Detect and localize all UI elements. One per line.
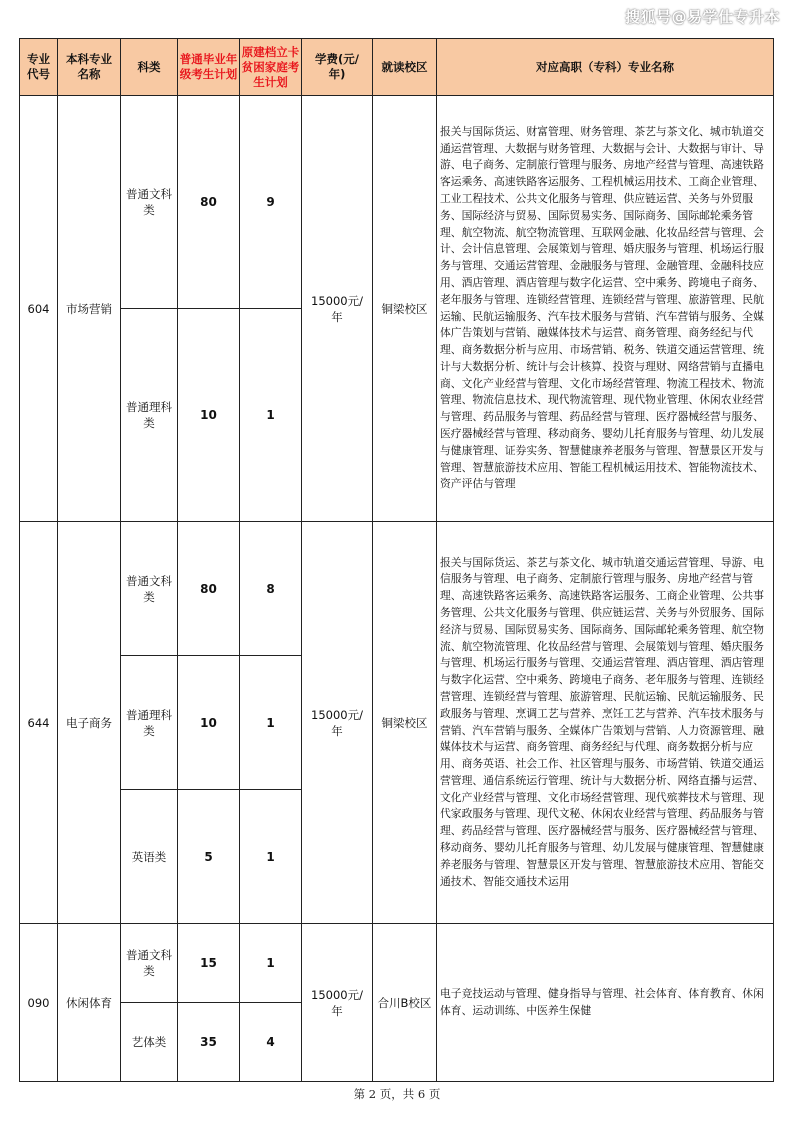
related-majors-cell: 报关与国际货运、财富管理、财务管理、茶艺与茶文化、城市轨道交通运营管理、大数据与财务管理、大数据与会计、大数据与审计、导游、电子商务、定制旅行管理与服务、房地产经营与管理、高速铁路客运乘务、高速铁路客运服务、工程机械运用技术、工商企业管理、工业工程技术、公共文化服务与管理、供应链运营、关务与外贸服务、国际经济与贸易、国际贸易实务、国际商务、国际邮轮乘务管理、航空物流、航空物流管理、互联网金融、化妆品经营与管理、会计、会计信息管理、会展策划与管理、婚庆服务与管理、机场运行服务与管理、交通运营管理、金融服务与管理、金融管理、金融科技应用、酒店管理、酒店管理与数字化运营、空中乘务、跨境电子商务、老年服务与管理、连锁经营管理、连锁经营与管理、旅游管理、民航运输、民航运输服务、汽车技术服务与营销、汽车营销与服务、全媒体广告策划与营销、融媒体技术与运营、商务管理、商务经纪与代理、商务数据分析与应用、市场营销、税务、铁道交通运营管理、统计与大数据分析、统计与会计核算、投资与理财、网络营销与直播电商、文化产业经营与管理、文化市场经营管理、物流工程技术、物流管理、物流信息技术、现代物流管理、现代物业管理、休闲农业经营与管理、药品服务与管理、药品经营与管理、医疗器械经营与服务、医疗器械经营与管理、移动商务、婴幼儿托育服务与管理、幼儿发展与健康管理、证券实务、智慧健康养老服务与管理、智慧景区开发与管理、智慧旅游技术应用、智能工程机械运用技术、智能物流技术、资产评估与管理: [437, 96, 774, 522]
header-plan-poor: 原建档立卡贫困家庭考生计划: [240, 39, 302, 96]
header-related: 对应高职（专科）专业名称: [437, 39, 774, 96]
table-row: [20, 96, 774, 309]
plan-poor-cell: 1: [240, 309, 302, 522]
category-cell: 普通文科类: [121, 924, 178, 1003]
plan-poor-cell: 8: [240, 522, 302, 656]
plan-regular-cell: 80: [178, 522, 240, 656]
plan-regular-cell: 35: [178, 1003, 240, 1082]
category-cell: 普通理科类: [121, 656, 178, 790]
plan-poor-cell: 4: [240, 1003, 302, 1082]
header-code: 专业代号: [20, 39, 58, 96]
major-name: 电子商务: [58, 522, 121, 924]
related-majors-cell: 电子竞技运动与管理、健身指导与管理、社会体育、体育教育、休闲体育、运动训练、中医养生保健: [437, 924, 774, 1082]
header-campus: 就读校区: [373, 39, 437, 96]
category-cell: 普通理科类: [121, 309, 178, 522]
page-footer: 第 2 页，共 6 页: [353, 1087, 441, 1101]
plan-poor-cell: 1: [240, 924, 302, 1003]
plan-regular-cell: 80: [178, 96, 240, 309]
category-cell: 普通文科类: [121, 522, 178, 656]
tuition-cell: 15000元/年: [302, 522, 373, 924]
tuition-cell: 15000元/年: [302, 924, 373, 1082]
major-name: 市场营销: [58, 96, 121, 522]
category-cell: 英语类: [121, 790, 178, 924]
campus-cell: 铜梁校区: [373, 522, 437, 924]
plan-poor-cell: 1: [240, 790, 302, 924]
major-code: 644: [20, 522, 58, 924]
header-category: 科类: [121, 39, 178, 96]
header-major: 本科专业名称: [58, 39, 121, 96]
header-plan-regular: 普通毕业年级考生计划: [178, 39, 240, 96]
tuition-cell: 15000元/年: [302, 96, 373, 522]
plan-regular-cell: 5: [178, 790, 240, 924]
category-cell: 艺体类: [121, 1003, 178, 1082]
table-row: [20, 522, 774, 656]
plan-regular-cell: 15: [178, 924, 240, 1003]
major-code: 090: [20, 924, 58, 1082]
watermark: 搜狐号@易学仕专升本: [624, 8, 780, 26]
related-majors-cell: 报关与国际货运、茶艺与茶文化、城市轨道交通运营管理、导游、电信服务与管理、电子商务、定制旅行管理与服务、房地产经营与管理、高速铁路客运乘务、高速铁路客运服务、工商企业管理、公共事务管理、公共文化服务与管理、供应链运营、关务与外贸服务、国际经济与贸易、国际贸易实务、国际商务、国际邮轮乘务管理、航空物流、航空物流管理、化妆品经营与管理、会展策划与管理、婚庆服务与管理、机场运行服务与管理、交通运营管理、酒店管理、酒店管理与数字化运营、空中乘务、跨境电子商务、老年服务与管理、连锁经营管理、连锁经营与管理、旅游管理、民航运输、民航运输服务、民政服务与管理、烹调工艺与营养、烹饪工艺与营养、汽车技术服务与营销、汽车营销与服务、全媒体广告策划与营销、人力资源管理、融媒体技术与运营、商务管理、商务经纪与代理、商务数据分析与应用、商务英语、社会工作、社区管理与服务、市场营销、铁道交通运营管理、通信系统运行管理、统计与大数据分析、网络直播与运营、文化产业经营与管理、文化市场经营管理、现代殡葬技术与管理、现代家政服务与管理、现代文秘、休闲农业经营与管理、药品服务与管理、药品经营与管理、医疗器械经营与服务、医疗器械经营与管理、移动商务、婴幼儿托育服务与管理、幼儿发展与健康管理、智慧健康养老服务与管理、智慧景区开发与管理、智慧旅游技术应用、智能交通技术、智能交通技术运用: [437, 522, 774, 924]
plan-poor-cell: 9: [240, 96, 302, 309]
campus-cell: 合川B校区: [373, 924, 437, 1082]
plan-regular-cell: 10: [178, 656, 240, 790]
plan-poor-cell: 1: [240, 656, 302, 790]
header-tuition: 学费(元/年): [302, 39, 373, 96]
category-cell: 普通文科类: [121, 96, 178, 309]
enrollment-table: [19, 38, 774, 1082]
major-code: 604: [20, 96, 58, 522]
header-row: [20, 39, 774, 96]
campus-cell: 铜梁校区: [373, 96, 437, 522]
plan-regular-cell: 10: [178, 309, 240, 522]
table-row: [20, 924, 774, 1003]
major-name: 休闲体育: [58, 924, 121, 1082]
